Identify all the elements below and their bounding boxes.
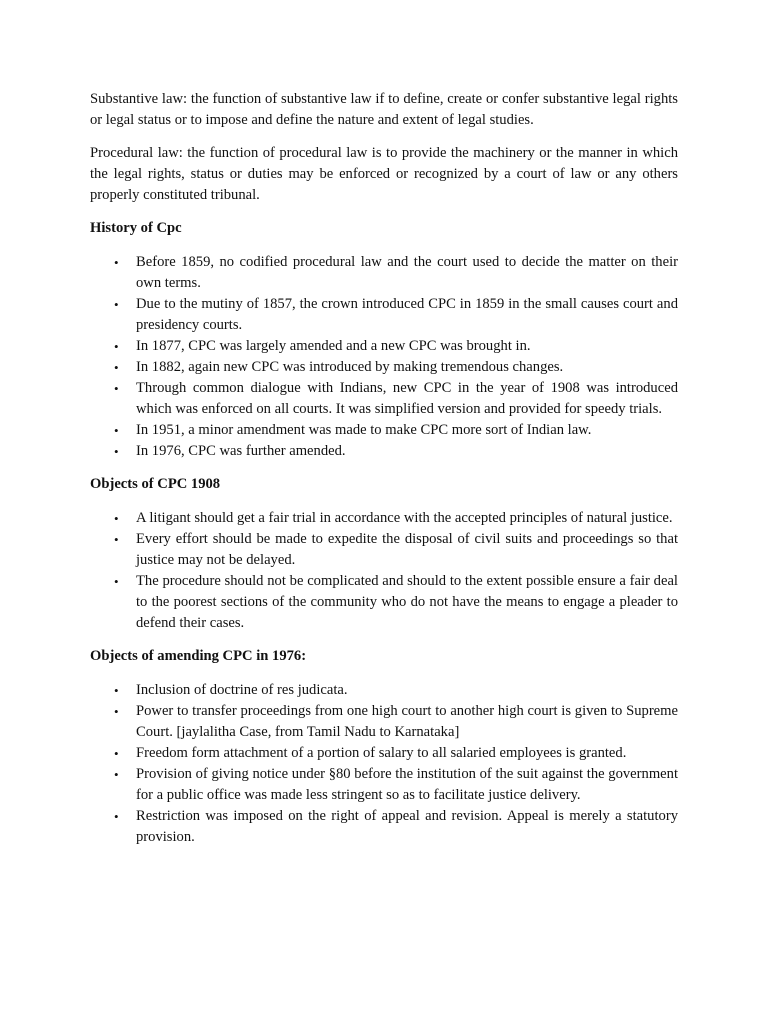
list-item-text: In 1877, CPC was largely amended and a new CPC was brought in.: [136, 338, 531, 354]
bullet-icon: •: [114, 423, 119, 438]
list-item: [90, 701, 678, 743]
list-item: [90, 420, 678, 441]
bullet-icon: •: [114, 532, 119, 547]
list-item-text: Inclusion of doctrine of res judicata.: [136, 682, 348, 698]
list-item-text: In 1882, again new CPC was introduced by making tremendous changes.: [136, 359, 564, 375]
list-objects-of-amending-cpc-1976: [90, 680, 678, 848]
list-item-text: A litigant should get a fair trial in accordance with the accepted principles of natural justice.: [136, 510, 673, 526]
heading-objects-of-cpc-1908: Objects of CPC 1908: [90, 476, 221, 492]
bullet-icon: •: [114, 297, 119, 312]
list-item-text: Before 1859, no codified procedural law and the court used to decide the matter on their own terms.: [136, 254, 678, 291]
list-objects-of-cpc-1908: [90, 508, 678, 634]
list-item-text: The procedure should not be complicated and should to the extent possible ensure a fair deal to the poorest sections of the community who do not have the means to engage a pleader to defend their cases.: [136, 573, 678, 631]
list-item: [90, 680, 678, 701]
list-item: [90, 378, 678, 420]
list-history-of-cpc: [90, 252, 678, 462]
bullet-icon: •: [114, 574, 119, 589]
list-item-text: In 1976, CPC was further amended.: [136, 443, 346, 459]
list-item: [90, 357, 678, 378]
list-item: [90, 743, 678, 764]
heading-objects-of-amending-cpc-1976: Objects of amending CPC in 1976:: [90, 648, 307, 664]
document-page: [90, 89, 678, 860]
list-item: [90, 806, 678, 848]
bullet-icon: •: [114, 444, 119, 459]
list-item-text: Provision of giving notice under §80 before the institution of the suit against the government for a public office was made less stringent so as to facilitate justice delivery.: [136, 766, 678, 803]
list-item: [90, 571, 678, 634]
paragraph-procedural-law: Procedural law: the function of procedural law is to provide the machinery or the manner in which the legal rights, status or duties may be enforced or recognized by a court of law or any others properly constituted tribunal.: [90, 145, 678, 203]
bullet-icon: •: [114, 339, 119, 354]
bullet-icon: •: [114, 704, 119, 719]
heading-history-of-cpc: History of Cpc: [90, 220, 182, 236]
list-item-text: Restriction was imposed on the right of appeal and revision. Appeal is merely a statutory provision.: [136, 808, 678, 845]
bullet-icon: •: [114, 255, 119, 270]
list-item: [90, 764, 678, 806]
bullet-icon: •: [114, 767, 119, 782]
list-item-text: Freedom form attachment of a portion of salary to all salaried employees is granted.: [136, 745, 627, 761]
paragraph-substantive-law: Substantive law: the function of substantive law if to define, create or confer substantive legal rights or legal status or to impose and define the nature and extent of legal studies.: [90, 91, 678, 128]
bullet-icon: •: [114, 809, 119, 824]
list-item: [90, 252, 678, 294]
bullet-icon: •: [114, 746, 119, 761]
list-item: [90, 336, 678, 357]
list-item: [90, 441, 678, 462]
bullet-icon: •: [114, 360, 119, 375]
list-item-text: Due to the mutiny of 1857, the crown introduced CPC in 1859 in the small causes court and presidency courts.: [136, 296, 678, 333]
list-item-text: Power to transfer proceedings from one high court to another high court is given to Supreme Court. [jaylalitha Case, from Tamil Nadu to Karnataka]: [136, 703, 678, 740]
bullet-icon: •: [114, 683, 119, 698]
bullet-icon: •: [114, 511, 119, 526]
list-item: [90, 529, 678, 571]
list-item: [90, 294, 678, 336]
list-item: [90, 508, 678, 529]
bullet-icon: •: [114, 381, 119, 396]
list-item-text: Through common dialogue with Indians, new CPC in the year of 1908 was introduced which was enforced on all courts. It was simplified version and provided for speedy trials.: [136, 380, 678, 417]
list-item-text: Every effort should be made to expedite the disposal of civil suits and proceedings so that justice may not be delayed.: [136, 531, 678, 568]
list-item-text: In 1951, a minor amendment was made to make CPC more sort of Indian law.: [136, 422, 592, 438]
